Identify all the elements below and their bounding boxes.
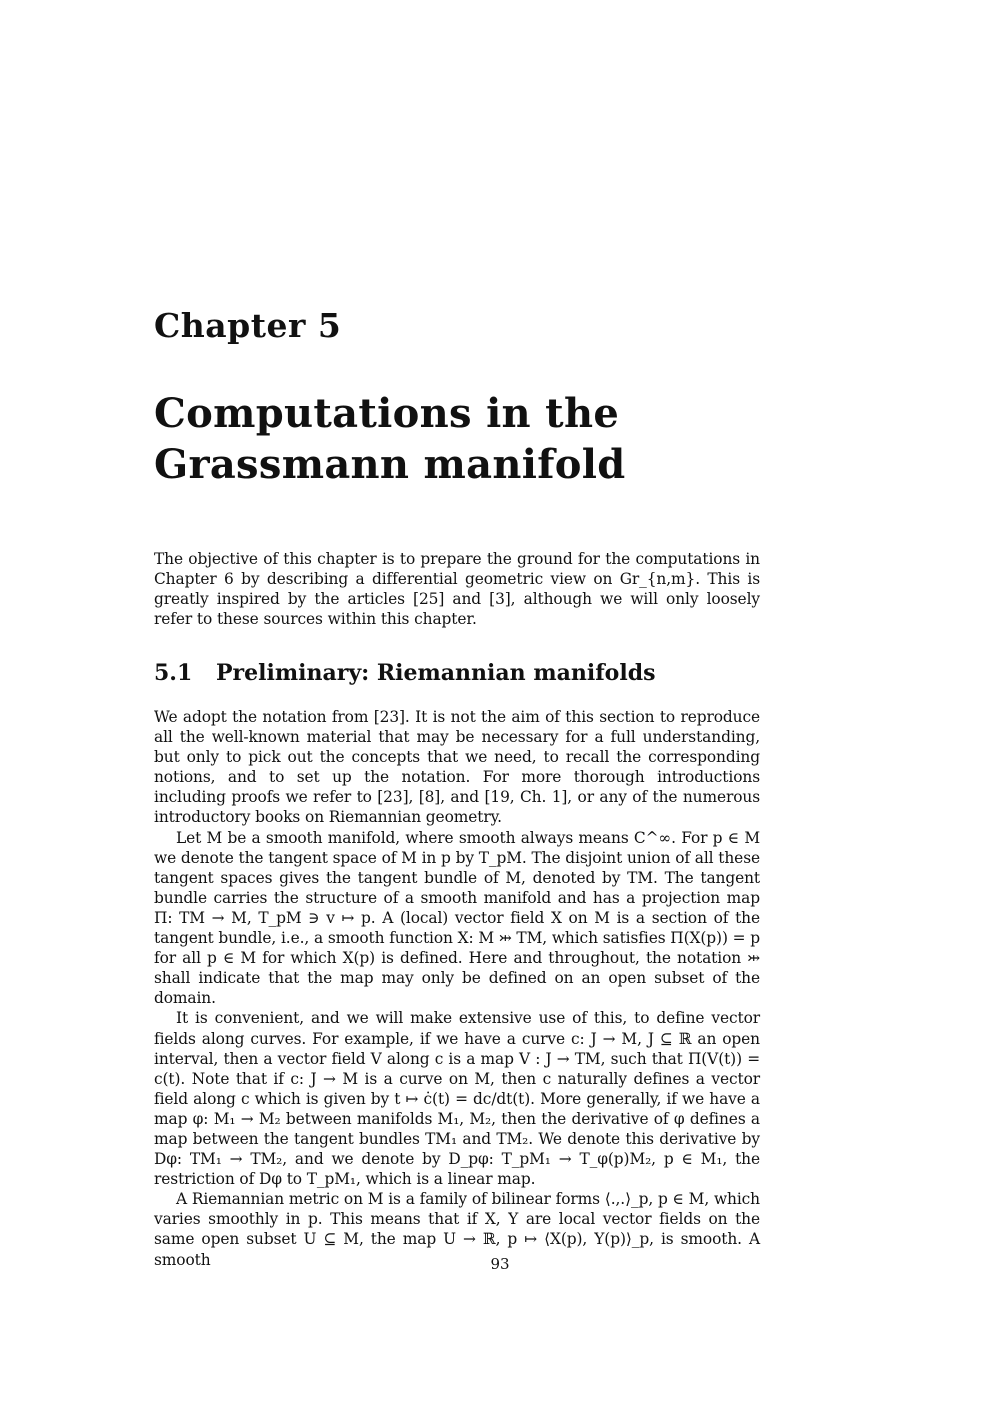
page-number: 93 <box>490 1255 510 1273</box>
body-paragraph-2: Let M be a smooth manifold, where smooth always means C^∞. For p ∈ M we denote the tangent space of M in p by T_pM. The disjoint union of all these tangent spaces gives the tangent bundle of M, denoted by TM. The tangent bundle carries the structure of a smooth manifold and has a projection map Π: TM → M, T_pM ∋ v ↦ p. A (local) vector field X on M is a section of the tangent bundle, i.e., a smooth function X: M ⤔ TM, which satisfies Π(X(p)) = p for all p ∈ M for which X(p) is defined. Here and throughout, the notation ⤔ shall indicate that the map may only be defined on an open subset of the domain. <box>154 828 760 1008</box>
body-paragraph-1: We adopt the notation from [23]. It is not the aim of this section to reproduce all the well-known material that may be necessary for a full understanding, but only to pick out the concepts that we need, to recall the corresponding notions, and to set up the notation. For more thorough introductions including proofs we refer to [23], [8], and [19, Ch. 1], or any of the numerous introductory books on Riemannian geometry. <box>154 708 760 827</box>
section-number: 5.1 <box>154 660 193 686</box>
body-paragraph-4: A Riemannian metric on M is a family of bilinear forms ⟨.,.⟩_p, p ∈ M, which varies smoothly in p. This means that if X, Y are local vector fields on the same open subset U ⊆ M, the map U → ℝ, p ↦ ⟨X(p), Y(p)⟩_p, is smooth. A smooth <box>154 1190 760 1269</box>
section-body <box>154 707 760 1270</box>
chapter-intro <box>154 549 760 629</box>
section-heading <box>154 660 760 686</box>
body-paragraph-3: It is convenient, and we will make extensive use of this, to define vector fields along curves. For example, if we have a curve c: J → M, J ⊆ ℝ an open interval, then a vector field V along c is a map V : J → TM, such that Π(V(t)) = c(t). Note that if c: J → M is a curve on M, then c naturally defines a vector field along c which is given by t ↦ ċ(t) = dc/dt(t). More generally, if we have a map φ: M₁ → M₂ between manifolds M₁, M₂, then the derivative of φ defines a map between the tangent bundles TM₁ and TM₂. We denote this derivative by Dφ: TM₁ → TM₂, and we denote by D_pφ: T_pM₁ → T_φ(p)M₂, p ∈ M₁, the restriction of Dφ to T_pM₁, which is a linear map. <box>154 1009 760 1189</box>
chapter-title-line-2: Grassmann manifold <box>154 441 626 488</box>
chapter-label: Chapter 5 <box>154 306 342 345</box>
intro-paragraph: The objective of this chapter is to prepare the ground for the computations in Chapter 6 by describing a differential geometric view on Gr_{n,m}. This is greatly inspired by the articles [25] and [3], although we will only loosely refer to these sources within this chapter. <box>154 550 760 629</box>
section-title: Preliminary: Riemannian manifolds <box>216 660 656 686</box>
chapter-title-line-1: Computations in the <box>154 390 620 437</box>
chapter-title <box>154 388 626 490</box>
